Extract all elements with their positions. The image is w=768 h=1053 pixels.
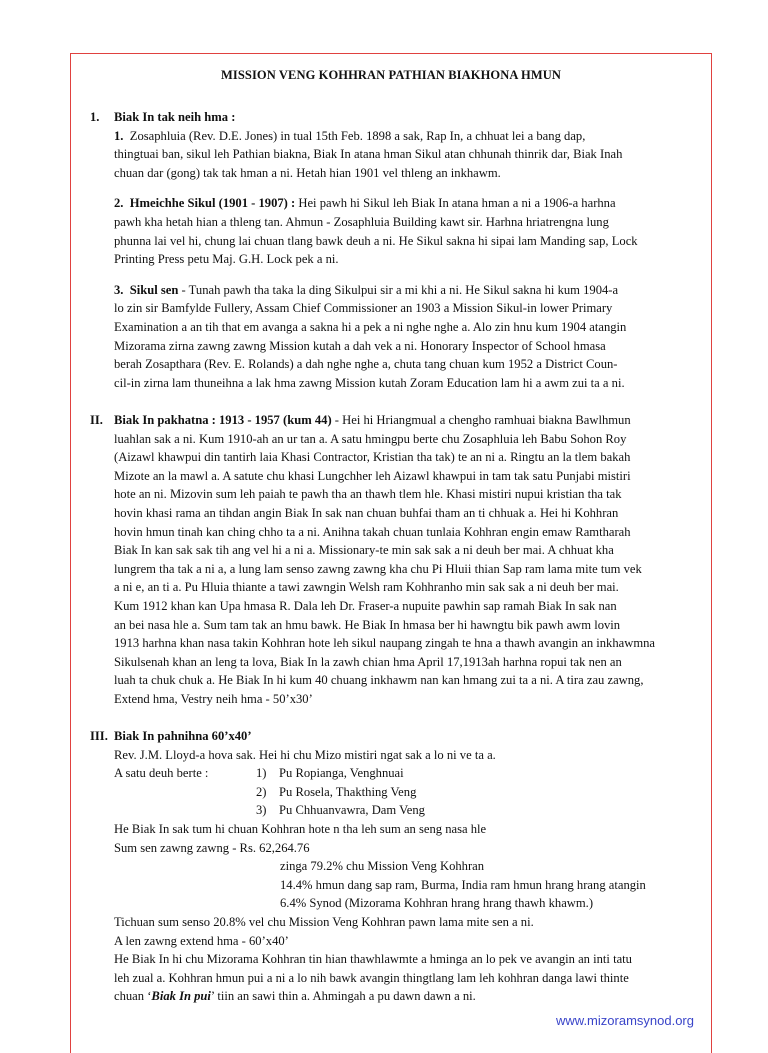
paragraph-3-line: 3. Sikul sen - Tunah pawh tha taka la ding Sikulpui sir a mi khi a ni. He Sikul sakna hi kum 1904-a bbox=[114, 282, 619, 297]
paragraph-3-line: lo zin sir Bamfylde Fullery, Assam Chief Commissioner an 1903 a Mission Sikul-in lower Primary bbox=[114, 301, 613, 316]
section-3-line: chuan ‘Biak In pui’ tiin an sawi thin a. Ahmingah a pu dawn dawn a ni. bbox=[114, 989, 476, 1004]
paragraph-3-line: Mizorama zirna zawng zawng Mission kutah a dah vek a ni. Honorary Inspector of School hmasa bbox=[114, 338, 606, 353]
section-2-line: an bei nasa hle a. Sum tam tak an hmu bawk. He Biak In hmasa ber hi hawngtu bik pawh awm lovin bbox=[114, 617, 621, 632]
section-3-heading: III. Biak In pahnihna 60’x40’ bbox=[90, 729, 252, 743]
section-2-line: luah ta chuk chuk a. He Biak In hi kum 40 chuang inkhawm nan kan hmang zui ta a ni. A tira zau zawng, bbox=[114, 673, 644, 688]
section-3-line: He Biak In sak tum hi chuan Kohhran hote n tha leh sum an seng nasa hle bbox=[114, 821, 487, 836]
breakdown-line: zinga 79.2% chu Mission Veng Kohhran bbox=[280, 859, 485, 874]
section-2-line: Mizote an la mawl a. A satute chu khasi Lungchher leh Aizawl khawpui in tam tak satu Punjabi mistiri bbox=[114, 468, 631, 483]
document-title: MISSION VENG KOHHRAN PATHIAN BIAKHONA HMUN bbox=[221, 68, 561, 82]
paragraph-1-line: 1. Zosaphluia (Rev. D.E. Jones) in tual 15th Feb. 1898 a sak, Rap In, a chhuat lei a bang dap, bbox=[114, 128, 586, 143]
section-2-line: luahlan sak a ni. Kum 1910-ah an ur tan a. A satu hmingpu berte chu Zosaphluia leh Babu Sohon Roy bbox=[114, 431, 627, 446]
section-2-heading: II. Biak In pakhatna : 1913 - 1957 (kum 44) - Hei hi Hriangmual a chengho ramhuai biakna Bawlhmun bbox=[90, 413, 631, 427]
builder-row: 3) Pu Chhuanvawra, Dam Veng bbox=[256, 803, 425, 818]
paragraph-3-line: Examination a an tih that em avanga a sakna hi a pek a ni nghe nghe a. Alo zin hnu kum 1904 atangin bbox=[114, 319, 627, 334]
builder-row: 2) Pu Rosela, Thakthing Veng bbox=[256, 784, 417, 799]
paragraph-3-line: berah Zosapthara (Rev. E. Rolands) a dah nghe nghe a, chuta tang chuan kum 1952 a District Coun- bbox=[114, 357, 618, 372]
section-2-line: hote an ni. Mizovin sum leh paiah te pawh tha an thawh tlem hle. Khasi mistiri nupui kristian tha tak bbox=[114, 487, 622, 502]
section-2-line: (Aizawl khawpui din tantirh laia Khasi Contractor, Kristian tha tak) te an ni a. Ringtu an la tlem bakah bbox=[114, 450, 631, 465]
section-2 bbox=[90, 411, 698, 709]
paragraph-2-line: 2. Hmeichhe Sikul (1901 - 1907) : Hei pawh hi Sikul leh Biak In atana hman a ni a 1906-a harhna bbox=[114, 196, 616, 211]
paragraph-1-line: thingtuai ban, sikul leh Pathian biakna, Biak In atana hman Sikul atan chhunah thinrik dar, Biak Inah bbox=[114, 147, 623, 162]
breakdown-line: 6.4% Synod (Mizorama Kohhran hrang hrang thawh khawm.) bbox=[280, 896, 594, 911]
section-2-line: Extend hma, Vestry neih hma - 50’x30’ bbox=[114, 691, 313, 706]
paragraph-2-line: Printing Press petu Maj. G.H. Lock pek a ni. bbox=[114, 252, 339, 267]
paragraph-2-line: phunna lai vel hi, chung lai chuan tlang bawk deuh a ni. He Sikul sakna hi sipai lam Manding sap, Lock bbox=[114, 233, 638, 248]
section-2-line: hovin hmun tinah kan ching chho ta a ni. Anihna takah chuan tunlaia Kohhran engin emaw Ramtharah bbox=[114, 524, 631, 539]
section-3-line: Rev. J.M. Lloyd-a hova sak. Hei hi chu Mizo mistiri ngat sak a lo ni ve ta a. bbox=[114, 747, 496, 762]
section-3-line: A len zawng extend hma - 60’x40’ bbox=[114, 933, 289, 948]
section-2-line: Sikulsenah khan an leng ta lova, Biak In la zawh chian hma April 17,1913ah harhna ropui tak nen an bbox=[114, 654, 622, 669]
section-2-line: 1913 harhna khan nasa takin Kohhran hote leh sikul naupang zingah te hna a thawh avangin an inkhawmna bbox=[114, 636, 656, 651]
paragraph-3-line: cil-in zirna lam thuneihna a lak hma zawng Mission kutah Zoram Education lam hi a awm zui ta a ni. bbox=[114, 375, 625, 390]
section-3 bbox=[90, 727, 698, 1006]
paragraph-1-line: chuan dar (gong) tak tak hman a ni. Hetah hian 1901 vel thleng an inkhawm. bbox=[114, 165, 501, 180]
paragraph-2-line: pawh kha hetah hian a thleng tan. Ahmun - Zosaphluia Building kawt sir. Harhna hriatrengna lung bbox=[114, 214, 609, 229]
section-2-line: Kum 1912 khan kan Upa hmasa R. Dala leh Dr. Fraser-a nupuite pawhin sap ramah Biak In sak nan bbox=[114, 598, 617, 613]
breakdown-line: 14.4% hmun dang sap ram, Burma, India ram hmun hrang hrang atangin bbox=[280, 877, 646, 892]
section-2-line: Biak In kan sak sak tih ang vel hi a ni a. Missionary-te min sak sak a ni deuh ber mai. A chhuat kha bbox=[114, 543, 614, 558]
section-3-line: leh zual a. Kohhran hmun pui a ni a lo nih bawk avangin thingtlang lam leh kohhran danga lawi thinte bbox=[114, 970, 629, 985]
website-link[interactable]: www.mizoramsynod.org bbox=[556, 1013, 694, 1028]
section-3-line: Tichuan sum senso 20.8% vel chu Mission Veng Kohhran pawn lama mite sen a ni. bbox=[114, 914, 534, 929]
biak-in-pui-emphasis: Biak In pui bbox=[151, 989, 211, 1004]
section-3-line: He Biak In hi chu Mizorama Kohhran tin hian thawhlawmte a hminga an lo pek ve avangin an inti tatu bbox=[114, 952, 632, 967]
section-2-line: a ni e, an ti a. Pu Hluia thiante a tawi zawngin Welsh ram Kohhranho min sak sak a ni deuh ber mai. bbox=[114, 580, 619, 595]
section-2-line: hovin khasi rama an tihdan angin Biak In sak nan chuan buhfai tham an ti chhuak a. Hei hi Kohhran bbox=[114, 505, 619, 520]
section-1 bbox=[90, 108, 698, 392]
section-2-line: lungrem tha tak a ni a, a lung lam senso zawng zawng kha chu Pi Hluii thian Sap ram lama mite tum vek bbox=[114, 561, 642, 576]
section-3-line: Sum sen zawng zawng - Rs. 62,264.76 bbox=[114, 840, 310, 855]
builder-row: A satu deuh berte : 1) Pu Ropianga, Venghnuai bbox=[114, 766, 404, 781]
section-1-heading: 1. Biak In tak neih hma : bbox=[90, 110, 236, 124]
